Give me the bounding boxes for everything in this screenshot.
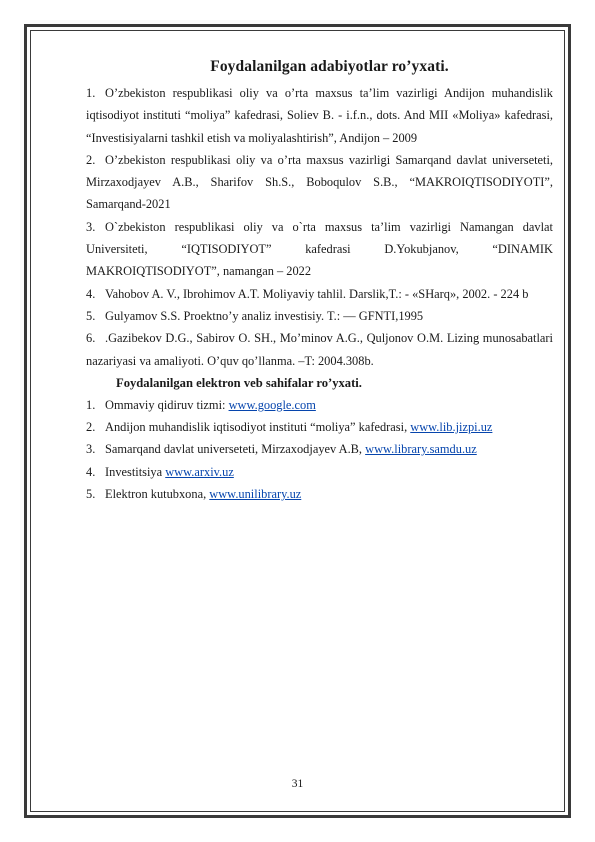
reference-item: 5. Gulyamov S.S. Proektno’y analiz investisiy. T.: — GFNTI,1995 xyxy=(86,308,424,323)
web-source-item: 3. Samarqand davlat universeteti, Mirzaxodjayev A.B, www.library.samdu.uz xyxy=(86,442,477,457)
page-number: 31 xyxy=(291,778,304,790)
web-source-link[interactable]: www.arxiv.uz xyxy=(165,464,234,479)
reference-item: 3. O`zbekiston respublikasi oliy va o`rta maxsus ta’lim vazirligi Namangan davlat Universiteti, “IQTISODIYOT” kafedrasi D.Yokubjanov, “DINAMIK MAKROIQTISODIYOT”, namangan – 2022 xyxy=(86,219,553,279)
reference-item: 1. O’zbekiston respublikasi oliy va o’rta maxsus ta’lim vazirligi Andijon muhandislik iqtisodiyot instituti “moliya” kafedrasi, Soliev B. - i.f.n., dots. And MII «Moliya» kafedrasi, “Investisiyalarni tashkil etish va moliyalashtirish”, Andijon – 2009 xyxy=(86,86,553,145)
reference-item: 4. Vahobov A. V., Ibrohimov A.T. Moliyaviy tahlil. Darslik,T.: - «SHarq», 2002. - 224 b xyxy=(86,286,529,301)
web-source-item: 4. Investitsiya www.arxiv.uz xyxy=(86,464,234,479)
references-title: Foydalanilgan adabiyotlar ro’yxati. xyxy=(210,58,449,75)
web-source-item: 5. Elektron kutubxona, www.unilibrary.uz xyxy=(86,487,302,502)
web-sources-list xyxy=(86,394,553,505)
web-source-item: 2. Andijon muhandislik iqtisodiyot instituti “moliya” kafedrasi, www.lib.jizpi.uz xyxy=(86,420,493,435)
document-body xyxy=(86,58,553,505)
references-list xyxy=(86,82,553,372)
web-source-link[interactable]: www.library.samdu.uz xyxy=(365,442,477,457)
web-source-link[interactable]: www.unilibrary.uz xyxy=(209,487,302,502)
web-source-link[interactable]: www.google.com xyxy=(228,397,316,412)
web-source-link[interactable]: www.lib.jizpi.uz xyxy=(410,420,493,435)
reference-item: 6. .Gazibekov D.G., Sabirov O. SH., Mo’minov A.G., Quljonov O.M. Lizing munosabatlari nazariyasi va amaliyoti. O’quv qo’llanma. –T: 2004.308b. xyxy=(86,331,553,368)
web-sources-title: Foydalanilgan elektron veb sahifalar ro’yxati. xyxy=(116,375,362,390)
reference-item: 2. O’zbekiston respublikasi oliy va o’rta maxsus vazirligi Samarqand davlat universeteti, Mirzaxodjayev A.B., Sharifov Sh.S., Boboqulov S.B., “MAKROIQTISODIYOTI”, Samarqand-2021 xyxy=(86,152,553,212)
web-source-item: 1. Ommaviy qidiruv tizmi: www.google.com xyxy=(86,397,316,412)
